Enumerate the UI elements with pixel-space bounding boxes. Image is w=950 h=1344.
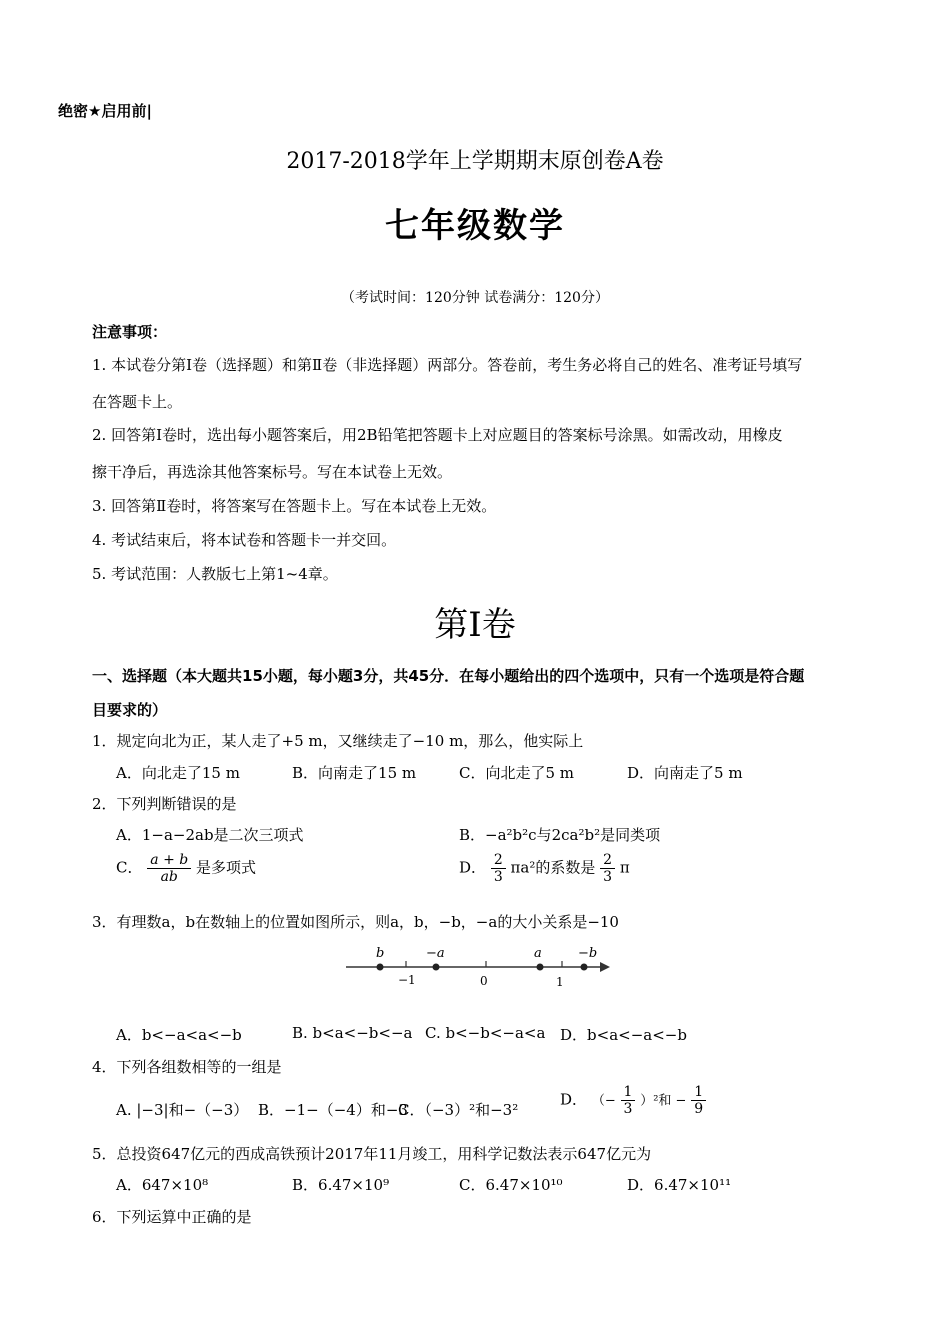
numerator: 1 (691, 1084, 706, 1101)
label-one: 1 (556, 975, 564, 989)
q4-d-close: ）²和 − (640, 1093, 687, 1109)
q3-option-c: C. b<−b<−a<a (425, 1024, 546, 1042)
fraction (147, 852, 191, 885)
secret-label: 绝密★启用前| (58, 102, 152, 120)
q3-option-b: B. b<a<−b<−a (292, 1024, 413, 1042)
point-neg-b (581, 964, 588, 971)
q5-option-c: C．6.47×10¹⁰ (459, 1176, 563, 1194)
denominator: 3 (493, 869, 503, 885)
subject-title: 七年级数学 (385, 206, 565, 246)
q2-option-a: A．1−a−2ab是二次三项式 (116, 826, 304, 844)
denominator: 3 (623, 1101, 633, 1117)
label-a: a (534, 946, 542, 961)
numerator: 2 (600, 852, 615, 869)
q3-option-a: A．b<−a<a<−b (116, 1026, 242, 1044)
point-neg-a (433, 964, 440, 971)
q5-option-a: A．647×10⁸ (116, 1176, 209, 1194)
q2-c-label: C． (116, 858, 143, 877)
numerator: a + b (147, 852, 191, 869)
volume-title: 第Ⅰ卷 (434, 605, 516, 645)
fraction (691, 1084, 706, 1117)
q2-option-b: B．−a²b²c与2ca²b²是同类项 (459, 826, 661, 844)
denominator: ab (160, 869, 178, 885)
note-line: 4. 考试结束后，将本试卷和答题卡一并交回。 (92, 531, 397, 549)
fraction (600, 852, 615, 885)
label-neg-one: −1 (398, 973, 416, 987)
arrow-head-icon (600, 962, 610, 972)
fraction (491, 852, 506, 885)
q4-d-label: D． (560, 1090, 588, 1109)
label-b: b (376, 946, 385, 961)
numerator: 1 (621, 1084, 636, 1101)
point-b (377, 964, 384, 971)
denominator: 9 (694, 1101, 704, 1117)
fraction (621, 1084, 636, 1117)
note-line: 擦干净后，再选涂其他答案标号。写在本试卷上无效。 (92, 463, 453, 481)
q2-d-end: π (619, 858, 630, 877)
q1-option-c: C．向北走了5 m (459, 764, 575, 782)
question-6: 6．下列运算中正确的是 (92, 1208, 252, 1226)
q3-option-d: D．b<a<−a<−b (560, 1026, 687, 1044)
note-line: 2. 回答第Ⅰ卷时，选出每小题答案后，用2B铅笔把答题卡上对应题目的答案标号涂黑。如需改动，用橡皮 (92, 426, 783, 444)
q2-d-label: D． (459, 858, 487, 877)
q1-option-b: B．向南走了15 m (292, 764, 417, 782)
note-line: 在答题卡上。 (92, 393, 183, 411)
q4-d-open: （− (591, 1093, 616, 1109)
q4-option-b: B．−1−（−4）和−3 (258, 1101, 408, 1119)
numerator: 2 (491, 852, 506, 869)
label-zero: 0 (480, 974, 488, 988)
denominator: 3 (603, 869, 613, 885)
note-line: 1. 本试卷分第Ⅰ卷（选择题）和第Ⅱ卷（非选择题）两部分。答卷前，考生务必将自己的姓名、准考证号填写 (92, 356, 803, 374)
question-4: 4．下列各组数相等的一组是 (92, 1058, 282, 1076)
q1-option-a: A．向北走了15 m (116, 764, 240, 782)
section-heading-cont: 目要求的） (92, 701, 168, 719)
label-neg-a: −a (426, 946, 445, 961)
q4-option-a: A. |−3|和−（−3） (116, 1101, 249, 1119)
exam-info: （考试时间：120分钟 试卷满分：120分） (341, 290, 609, 306)
q4-option-d (560, 1084, 706, 1117)
q1-option-d: D．向南走了5 m (627, 764, 743, 782)
point-a (537, 964, 544, 971)
q5-option-b: B．6.47×10⁹ (292, 1176, 390, 1194)
question-2: 2．下列判断错误的是 (92, 795, 237, 813)
number-line-figure (340, 940, 620, 992)
q2-option-c (116, 852, 256, 885)
label-neg-b: −b (578, 946, 598, 961)
note-line: 5. 考试范围：人教版七上第1~4章。 (92, 565, 338, 583)
q2-d-mid: πa²的系数是 (510, 858, 596, 877)
q5-option-d: D．6.47×10¹¹ (627, 1176, 732, 1194)
question-5: 5．总投资647亿元的西成高铁预计2017年11月竣工，用科学记数法表示647亿元为 (92, 1145, 652, 1163)
question-1: 1．规定向北为正，某人走了+5 m，又继续走了−10 m，那么，他实际上 (92, 732, 584, 750)
question-3: 3．有理数a，b在数轴上的位置如图所示，则a，b，−b，−a的大小关系是−10 (92, 913, 619, 931)
exam-title: 2017-2018学年上学期期末原创卷A卷 (286, 149, 664, 174)
note-line: 3. 回答第Ⅱ卷时，将答案写在答题卡上。写在本试卷上无效。 (92, 497, 497, 515)
q4-option-c: C．（−3）²和−3² (398, 1101, 519, 1119)
q2-c-text: 是多项式 (196, 858, 257, 877)
notes-heading: 注意事项： (92, 323, 168, 341)
q2-option-d (459, 852, 630, 885)
section-heading: 一、选择题（本大题共15小题，每小题3分，共45分．在每小题给出的四个选项中，只有一个选项是符合题 (92, 667, 805, 685)
